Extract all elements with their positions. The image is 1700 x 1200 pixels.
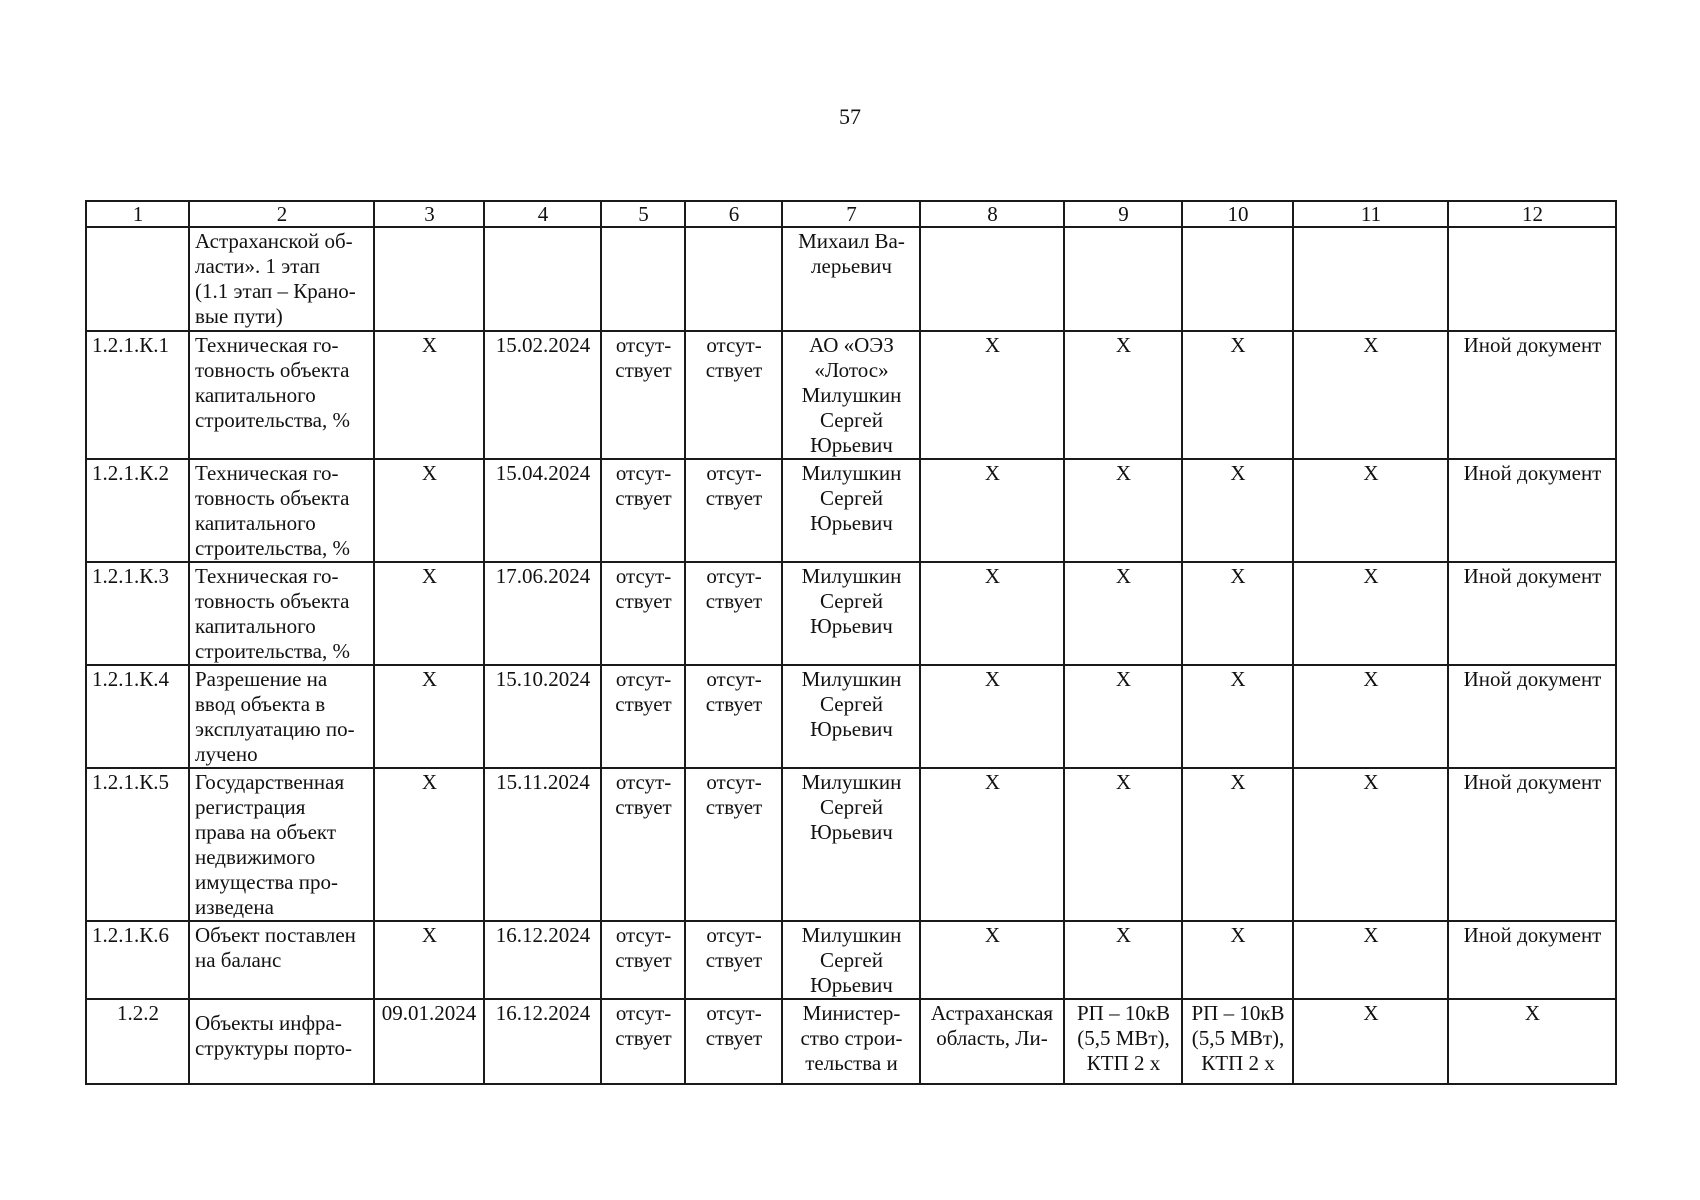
row-code-cell: 1.2.1.К.4 [86,665,189,768]
indicator-name-cell: Техническая го- товность объекта капитального строительства, % [189,562,374,665]
column-6-cell: отсут- ствует [685,665,782,768]
indicator-name-cell: Государственная регистрация права на объект недвижимого имущества про- изведена [189,768,374,921]
column-header: 7 [782,201,920,227]
column-6-cell: отсут- ствует [685,562,782,665]
end-date-cell: 15.10.2024 [484,665,601,768]
indicator-name-cell: Разрешение на ввод объекта в эксплуатацию по- лучено [189,665,374,768]
end-date-cell: 17.06.2024 [484,562,601,665]
column-11-cell: Х [1293,921,1448,999]
plan-table [85,200,1617,1085]
table-row [86,459,1616,562]
indicator-name-cell: Техническая го- товность объекта капитального строительства, % [189,331,374,459]
column-11-cell: Х [1293,665,1448,768]
column-9-cell: Х [1064,459,1182,562]
column-header: 1 [86,201,189,227]
column-8-cell: Х [920,768,1064,921]
document-type-cell: Иной документ [1448,665,1616,768]
column-5-cell: отсут- ствует [601,665,685,768]
row-code-cell: 1.2.1.К.2 [86,459,189,562]
column-header: 3 [374,201,484,227]
table-row [86,921,1616,999]
responsible-cell: Милушкин Сергей Юрьевич [782,768,920,921]
column-header: 5 [601,201,685,227]
column-8-cell: Х [920,665,1064,768]
column-10-cell: Х [1182,665,1293,768]
start-date-cell: 09.01.2024 [374,999,484,1084]
column-9-cell [1064,227,1182,331]
column-9-cell: Х [1064,921,1182,999]
column-10-cell: Х [1182,331,1293,459]
column-5-cell: отсут- ствует [601,331,685,459]
column-11-cell: Х [1293,459,1448,562]
column-11-cell: Х [1293,331,1448,459]
start-date-cell: Х [374,459,484,562]
end-date-cell: 15.02.2024 [484,331,601,459]
end-date-cell: 15.04.2024 [484,459,601,562]
start-date-cell: Х [374,921,484,999]
column-8-cell: Х [920,562,1064,665]
column-header: 8 [920,201,1064,227]
table-row [86,331,1616,459]
row-code-cell: 1.2.1.К.5 [86,768,189,921]
column-8-cell [920,227,1064,331]
end-date-cell: 16.12.2024 [484,921,601,999]
start-date-cell: Х [374,331,484,459]
column-10-cell: РП – 10кВ (5,5 МВт), КТП 2 х [1182,999,1293,1084]
responsible-cell: АО «ОЭЗ «Лотос» Милушкин Сергей Юрьевич [782,331,920,459]
column-6-cell: отсут- ствует [685,921,782,999]
row-code-cell: 1.2.1.К.6 [86,921,189,999]
indicator-name-cell: Объекты инфра- структуры порто- [189,999,374,1084]
column-11-cell: Х [1293,768,1448,921]
column-header: 12 [1448,201,1616,227]
indicator-name-cell: Астраханской об- ласти». 1 этап (1.1 этап – Крано- вые пути) [189,227,374,331]
table-row [86,227,1616,331]
start-date-cell [374,227,484,331]
column-header: 10 [1182,201,1293,227]
column-header: 11 [1293,201,1448,227]
page-number: 57 [839,104,861,129]
column-9-cell: Х [1064,768,1182,921]
column-5-cell [601,227,685,331]
document-type-cell: Иной документ [1448,562,1616,665]
column-5-cell: отсут- ствует [601,459,685,562]
column-8-cell: Х [920,459,1064,562]
row-code-cell: 1.2.1.К.3 [86,562,189,665]
column-10-cell: Х [1182,459,1293,562]
column-8-cell: Астраханская область, Ли- [920,999,1064,1084]
indicator-name-cell: Техническая го- товность объекта капитального строительства, % [189,459,374,562]
table-row [86,665,1616,768]
start-date-cell: Х [374,562,484,665]
responsible-cell: Михаил Ва- лерьевич [782,227,920,331]
column-header: 4 [484,201,601,227]
column-6-cell: отсут- ствует [685,768,782,921]
column-5-cell: отсут- ствует [601,999,685,1084]
column-5-cell: отсут- ствует [601,921,685,999]
responsible-cell: Милушкин Сергей Юрьевич [782,459,920,562]
column-header: 9 [1064,201,1182,227]
column-10-cell: Х [1182,921,1293,999]
indicator-name-cell: Объект поставлен на баланс [189,921,374,999]
document-type-cell: Иной документ [1448,768,1616,921]
column-5-cell: отсут- ствует [601,768,685,921]
table-row [86,999,1616,1084]
responsible-cell: Министер- ство строи- тельства и [782,999,920,1084]
start-date-cell: Х [374,768,484,921]
document-type-cell: Иной документ [1448,459,1616,562]
column-8-cell: Х [920,331,1064,459]
responsible-cell: Милушкин Сергей Юрьевич [782,921,920,999]
column-11-cell [1293,227,1448,331]
column-5-cell: отсут- ствует [601,562,685,665]
document-type-cell [1448,227,1616,331]
column-6-cell: отсут- ствует [685,459,782,562]
table-row [86,562,1616,665]
column-6-cell: отсут- ствует [685,999,782,1084]
column-6-cell: отсут- ствует [685,331,782,459]
column-9-cell: Х [1064,331,1182,459]
column-11-cell: Х [1293,562,1448,665]
column-header: 6 [685,201,782,227]
row-code-cell: 1.2.1.К.1 [86,331,189,459]
document-type-cell: Иной документ [1448,921,1616,999]
responsible-cell: Милушкин Сергей Юрьевич [782,665,920,768]
document-type-cell: Иной документ [1448,331,1616,459]
column-6-cell [685,227,782,331]
column-9-cell: РП – 10кВ (5,5 МВт), КТП 2 х [1064,999,1182,1084]
end-date-cell: 16.12.2024 [484,999,601,1084]
column-9-cell: Х [1064,665,1182,768]
table-header-row [86,201,1616,227]
table-row [86,768,1616,921]
row-code-cell [86,227,189,331]
end-date-cell: 15.11.2024 [484,768,601,921]
column-10-cell: Х [1182,562,1293,665]
document-type-cell: Х [1448,999,1616,1084]
start-date-cell: Х [374,665,484,768]
column-10-cell: Х [1182,768,1293,921]
column-10-cell [1182,227,1293,331]
row-code-cell: 1.2.2 [86,999,189,1084]
column-11-cell: Х [1293,999,1448,1084]
column-9-cell: Х [1064,562,1182,665]
responsible-cell: Милушкин Сергей Юрьевич [782,562,920,665]
column-header: 2 [189,201,374,227]
column-8-cell: Х [920,921,1064,999]
end-date-cell [484,227,601,331]
